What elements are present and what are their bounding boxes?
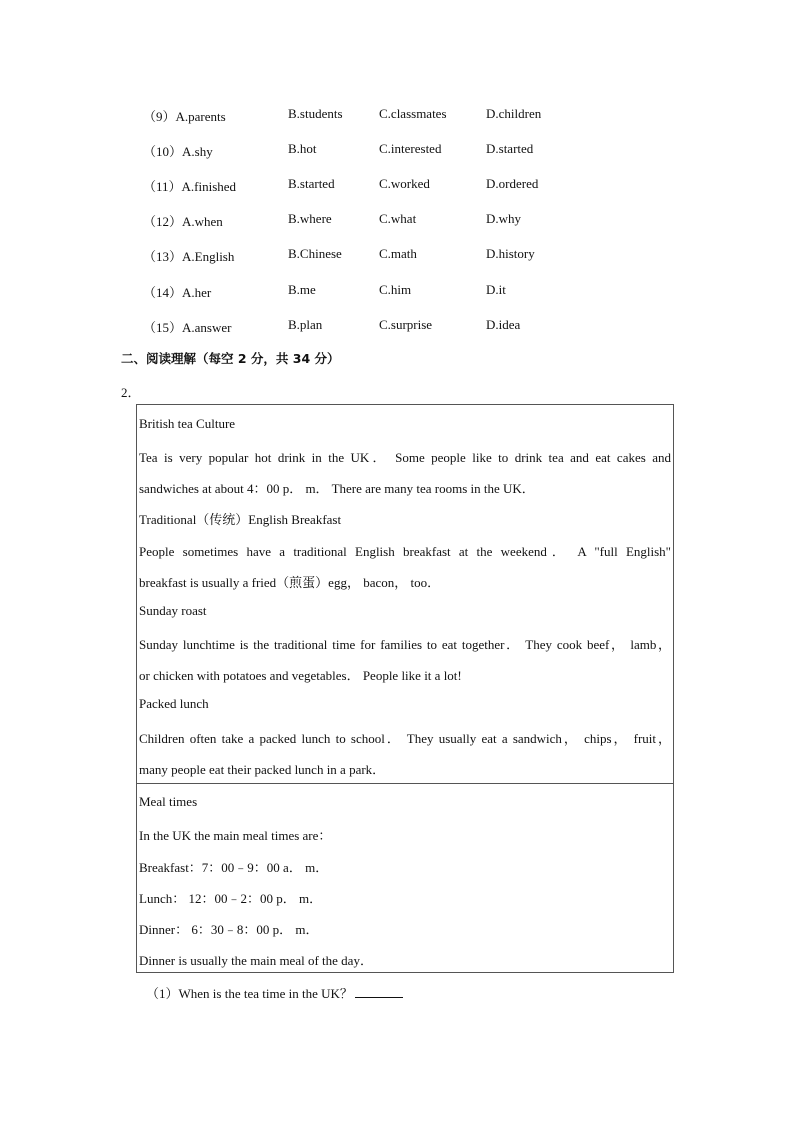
option-d: D.idea [486, 317, 521, 332]
passage-line: People sometimes have a traditional English breakfast at the weekend． A "full English" [139, 544, 671, 559]
passage-line: Sunday lunchtime is the traditional time for families to eat together． They cook beef， lamb， [139, 637, 671, 652]
passage-line: Traditional（传统）English Breakfast [139, 512, 342, 527]
meal-times-line: In the UK the main meal times are： [139, 828, 332, 843]
option-b: B.me [288, 282, 316, 297]
option-d: D.history [486, 246, 535, 261]
option-a: （11）A.finished [143, 179, 237, 194]
option-b: B.Chinese [288, 246, 342, 261]
question-number: 2． [121, 385, 141, 400]
question-1-text: （1）When is the tea time in the UK？ [146, 986, 353, 1001]
option-a: （9）A.parents [143, 109, 226, 124]
option-d: D.why [486, 211, 522, 226]
passage-line: or chicken with potatoes and vegetables． People like it a lot! [139, 668, 462, 683]
option-a: （12）A.when [143, 214, 223, 229]
passage-line: British tea Culture [139, 416, 236, 431]
meal-times-line: Dinner is usually the main meal of the day． [139, 953, 373, 968]
option-a: （14）A.her [143, 285, 212, 300]
option-d: D.children [486, 106, 542, 121]
option-d: D.started [486, 141, 534, 156]
passage-line: Tea is very popular hot drink in the UK． Some people like to drink tea and eat cakes and [139, 450, 671, 465]
meal-times-line: Dinner： 6：30﹣8：00 p． m． [139, 922, 319, 937]
option-a: （13）A.English [143, 249, 235, 264]
option-c: C.what [379, 211, 417, 226]
option-c: C.classmates [379, 106, 447, 121]
option-d: D.it [486, 282, 506, 297]
option-b: B.hot [288, 141, 317, 156]
meal-times-line: Lunch： 12：00﹣2：00 p． m． [139, 891, 323, 906]
passage-line: Sunday roast [139, 603, 207, 618]
answer-blank[interactable] [355, 984, 403, 998]
section-heading: 二、阅读理解（每空 2 分，共 34 分） [121, 351, 340, 366]
passage-line: breakfast is usually a fried（煎蛋）egg， bacon， too． [139, 575, 441, 590]
passage-line: Children often take a packed lunch to school． They usually eat a sandwich， chips， fruit， [139, 731, 671, 746]
option-a: （15）A.answer [143, 320, 232, 335]
option-b: B.where [288, 211, 332, 226]
option-a: （10）A.shy [143, 144, 213, 159]
passage-divider [137, 783, 673, 784]
option-c: C.him [379, 282, 412, 297]
option-b: B.started [288, 176, 335, 191]
option-c: C.interested [379, 141, 442, 156]
option-c: C.surprise [379, 317, 433, 332]
passage-box [136, 404, 674, 973]
option-c: C.math [379, 246, 417, 261]
meal-times-line: Breakfast：7：00﹣9：00 a． m． [139, 860, 329, 875]
option-c: C.worked [379, 176, 430, 191]
passage-line: many people eat their packed lunch in a park． [139, 762, 386, 777]
passage-line: Packed lunch [139, 696, 209, 711]
passage-line: sandwiches at about 4：00 p． m． There are many tea rooms in the UK． [139, 481, 535, 496]
meal-times-line: Meal times [139, 794, 198, 809]
question-1 [146, 983, 403, 1002]
option-b: B.plan [288, 317, 323, 332]
option-b: B.students [288, 106, 343, 121]
option-d: D.ordered [486, 176, 539, 191]
